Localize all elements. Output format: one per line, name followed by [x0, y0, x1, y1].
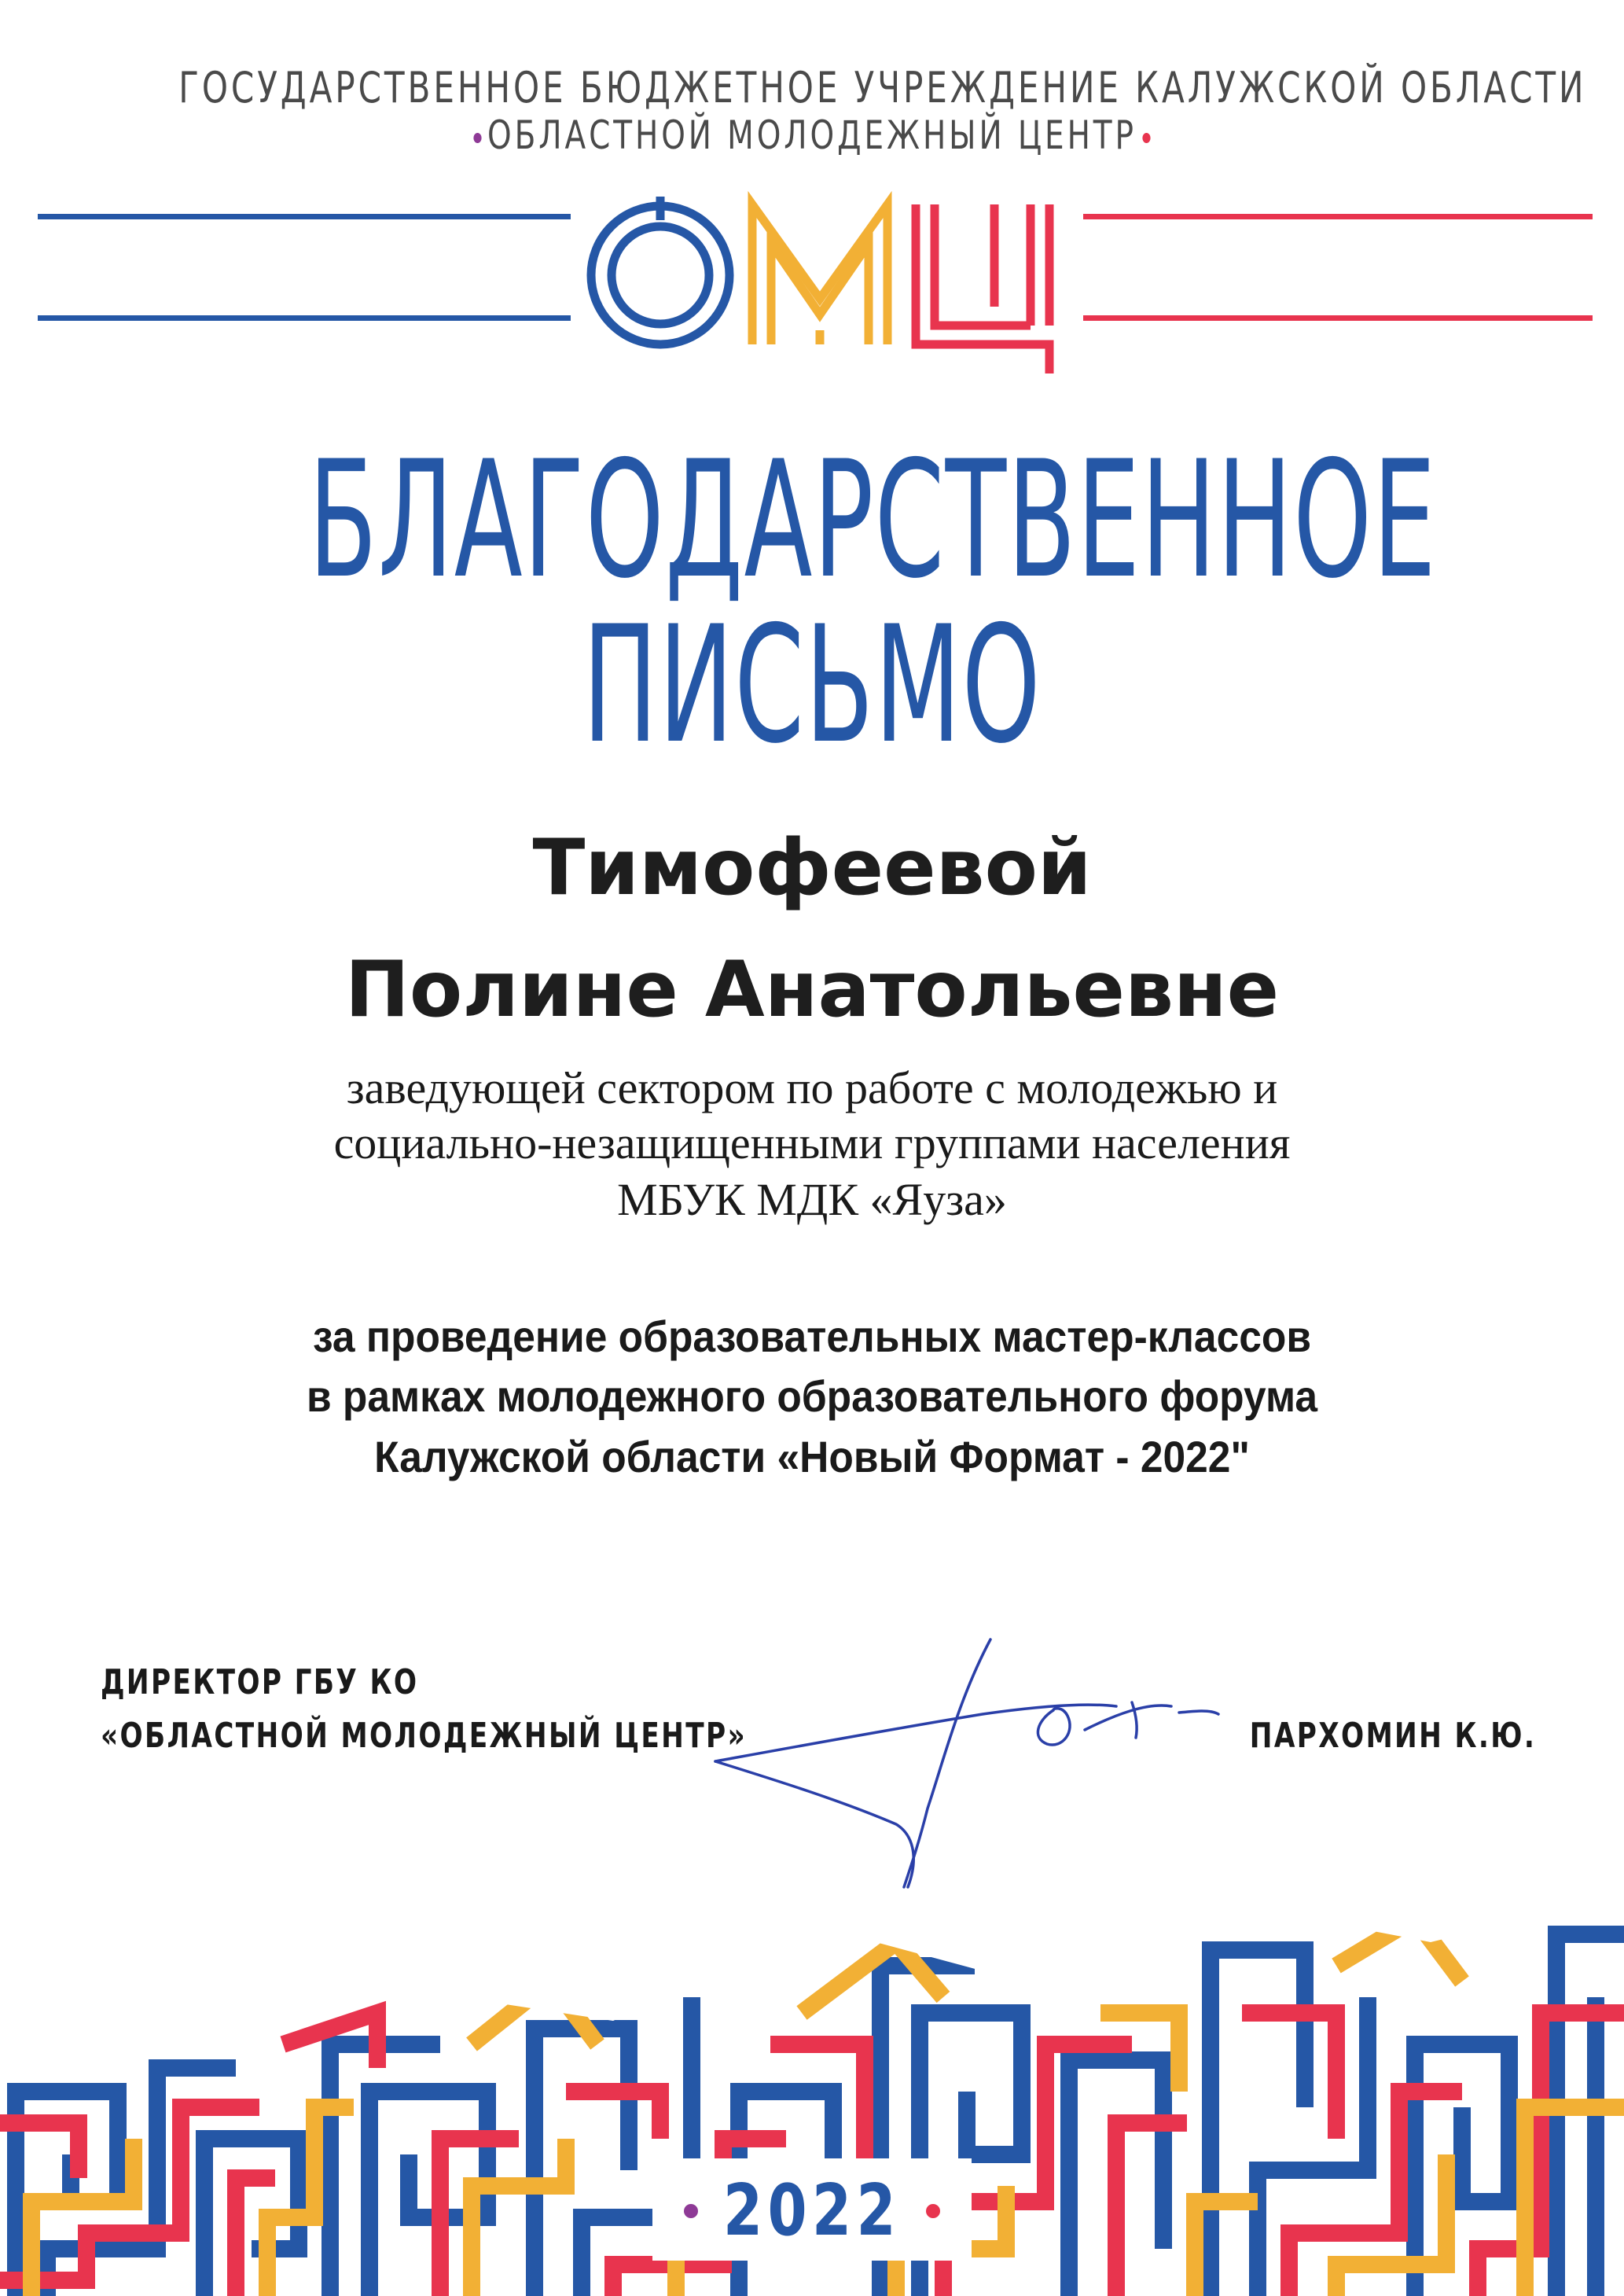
recipient-name: Полине Анатольевне — [344, 945, 1280, 1035]
signatory-name: ПАРХОМИН К.Ю. — [1249, 1716, 1536, 1756]
reason-line-3: Калужской области «Новый Формат - 2022" — [374, 1432, 1250, 1481]
position-line-2: социально-незащищенными группами населения — [333, 1117, 1291, 1168]
red-line-bottom — [1083, 315, 1593, 321]
logo-letter-m-icon — [752, 204, 887, 344]
signatory-title-line-2: «ОБЛАСТНОЙ МОЛОДЕЖНЫЙ ЦЕНТР» — [101, 1716, 747, 1756]
position-line-3: МБУК МДК «Яуза» — [617, 1174, 1007, 1225]
recipient-surname: Тимофеевой — [532, 823, 1092, 913]
purple-dot-icon — [473, 133, 481, 143]
position-line-1: заведующей сектором по работе с молодежью и — [346, 1062, 1278, 1113]
org-name-line-2-text: ОБЛАСТНОЙ МОЛОДЕЖНЫЙ ЦЕНТР — [487, 112, 1137, 158]
logo-letter-o-icon — [591, 197, 729, 344]
page-title-line-1: БЛАГОДАРСТВЕННОЕ — [308, 427, 1437, 614]
year-text: 2022 — [723, 2169, 901, 2252]
org-name-line-1: ГОСУДАРСТВЕННОЕ БЮДЖЕТНОЕ УЧРЕЖДЕНИЕ КАЛУЖСКОЙ ОБЛАСТИ — [178, 63, 1587, 112]
blue-line-bottom — [38, 315, 571, 321]
red-line-top — [1083, 214, 1593, 219]
year-right-dot-icon — [926, 2204, 940, 2218]
logo-letter-ts-icon — [916, 204, 1049, 373]
year-badge — [652, 2158, 972, 2261]
org-name-line-2 — [178, 112, 1445, 158]
page-title-line-2: ПИСЬМО — [582, 592, 1042, 779]
red-dot-icon — [1143, 133, 1151, 143]
reason-line-2: в рамках молодежного образовательного форума — [306, 1371, 1318, 1421]
signatory-title-line-1: ДИРЕКТОР ГБУ КО — [101, 1662, 419, 1702]
reason-line-1: за проведение образовательных мастер-классов — [312, 1312, 1312, 1361]
omc-logo — [586, 181, 1073, 377]
blue-line-top — [38, 214, 571, 219]
